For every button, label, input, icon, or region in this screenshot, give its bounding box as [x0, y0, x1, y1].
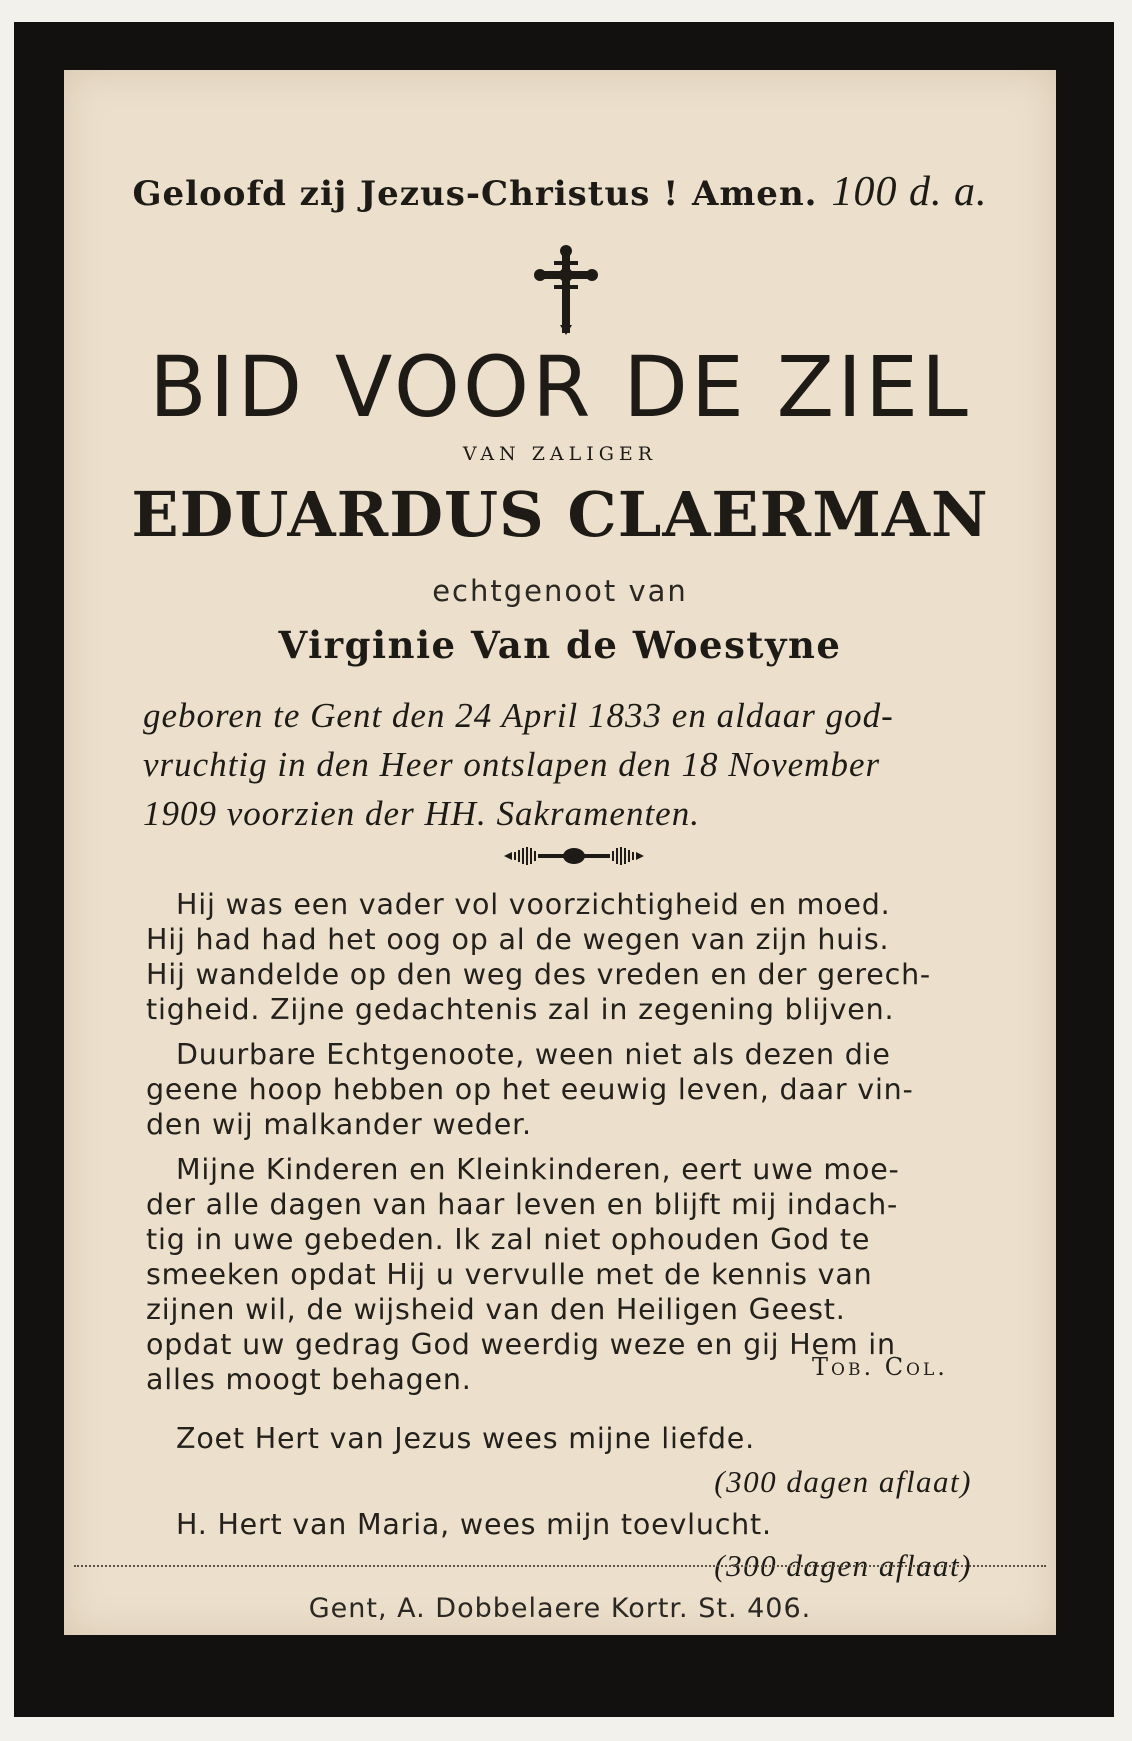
paragraph-line: Duurbare Echtgenoote, ween niet als dezen die: [176, 1038, 891, 1071]
deceased-name: EDUARDUS CLAERMAN: [131, 478, 989, 551]
bio-line: 1909 voorzien der HH. Sakramenten.: [143, 794, 700, 833]
prayer-line: H. Hert van Maria, wees mijn toevlucht.: [176, 1508, 772, 1541]
invocation-text: Geloofd zij Jezus-Christus ! Amen.: [132, 174, 818, 214]
memorial-card: [14, 22, 1114, 1717]
paragraph-line: zijnen wil, de wijsheid van den Heiligen Geest.: [146, 1293, 846, 1326]
bio-line: geboren te Gent den 24 April 1833 en aldaar god-: [143, 696, 894, 735]
paragraph-line: Hij wandelde op den weg des vreden en der gerech-: [146, 958, 932, 991]
bio-line: vruchtig in den Heer ontslapen den 18 November: [143, 745, 881, 784]
paragraph-line: alles moogt behagen.: [146, 1363, 472, 1396]
card-subtitle: VAN ZALIGER: [462, 443, 658, 465]
paragraph-line: tig in uwe gebeden. Ik zal niet ophouden God te: [146, 1223, 871, 1256]
paragraph-line: opdat uw gedrag God weerdig weze en gij Hem in: [146, 1328, 896, 1361]
paragraph-line: den wij malkander weder.: [146, 1108, 532, 1141]
paragraph-line: Hij was een vader vol voorzichtigheid en moed.: [176, 888, 891, 921]
dotted-divider: [74, 1565, 1046, 1567]
scripture-reference: Tob. Col.: [812, 1353, 948, 1381]
printer-imprint: Gent, A. Dobbelaere Kortr. St. 406.: [308, 1593, 812, 1624]
card-title: BID VOOR DE ZIEL: [149, 338, 971, 436]
spouse-intro: echtgenoot van: [432, 574, 688, 608]
paragraph-line: der alle dagen van haar leven en blijft mij indach-: [146, 1188, 899, 1221]
ornament-divider-icon: [504, 843, 644, 869]
invocation-line: [64, 168, 1056, 216]
prayer-indulgence: (300 dagen aflaat): [714, 1548, 972, 1583]
card-paper: [64, 70, 1056, 1635]
paragraph-line: smeeken opdat Hij u vervulle met de kennis van: [146, 1258, 873, 1291]
cross-icon: [534, 245, 598, 335]
indulgence-note: 100 d. a.: [831, 169, 988, 215]
paragraph-line: Hij had had het oog op al de wegen van zijn huis.: [146, 923, 890, 956]
paragraph-line: geene hoop hebben op het eeuwig leven, daar vin-: [146, 1073, 914, 1106]
paragraph-line: tigheid. Zijne gedachtenis zal in zegening blijven.: [146, 993, 895, 1026]
prayer-line: Zoet Hert van Jezus wees mijne liefde.: [176, 1422, 755, 1455]
prayer-indulgence: (300 dagen aflaat): [714, 1464, 972, 1499]
paragraph-line: Mijne Kinderen en Kleinkinderen, eert uwe moe-: [176, 1153, 900, 1186]
spouse-name: Virginie Van de Woestyne: [278, 623, 842, 667]
